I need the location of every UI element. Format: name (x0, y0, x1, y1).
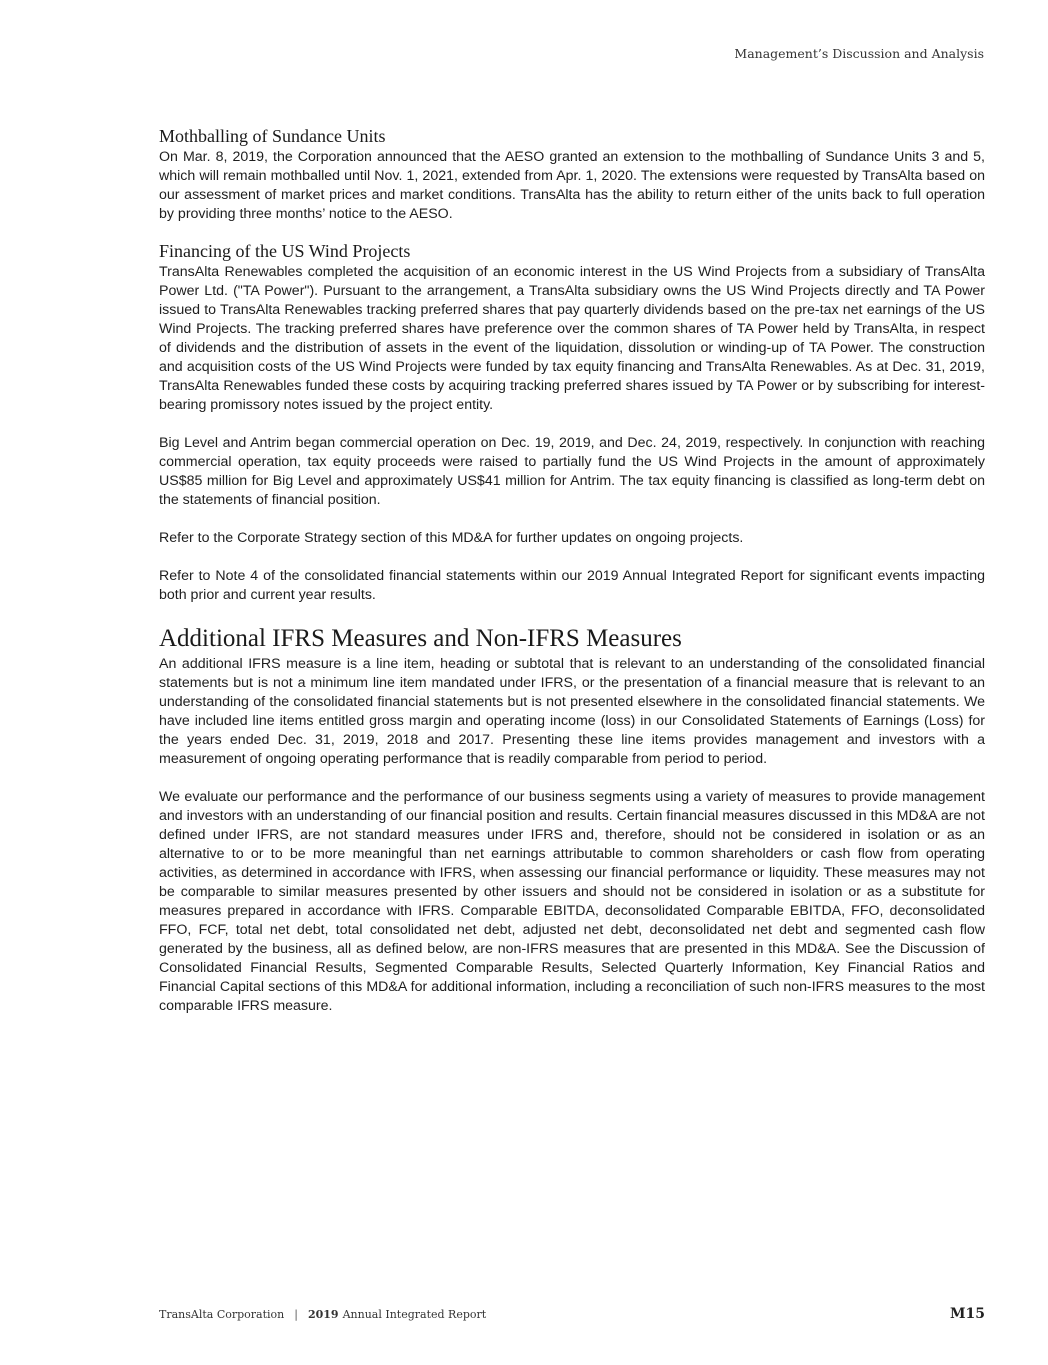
page-content (159, 124, 985, 1035)
paragraph: We evaluate our performance and the performance of our business segments using a variety of measures to provide management and investors with an understanding of our financial position and results. Certain financial measures discussed in this MD&A are not defined under IFRS, are not standard measures under IFRS and, therefore, should not be considered in isolation or as an alternative to or to be more meaningful than net earnings attributable to common shareholders or cash flow from operating activities, as determined in accordance with IFRS, when assessing our financial performance or liquidity. These measures may not be comparable to similar measures presented by other issuers and should not be considered in isolation or as a substitute for measures prepared in accordance with IFRS. Comparable EBITDA, deconsolidated Comparable EBITDA, FFO, deconsolidated FFO, FCF, total net debt, total consolidated net debt, adjusted net debt, deconsolidated net debt and segmented cash flow generated by the business, all as defined below, are non-IFRS measures that are presented in this MD&A. See the Discussion of Consolidated Financial Results, Segmented Comparable Results, Selected Quarterly Information, Key Financial Ratios and Financial Capital sections of this MD&A for additional information, including a reconciliation of such non-IFRS measures to the most comparable IFRS measure. (159, 789, 985, 1014)
footer-year: 2019 (307, 1308, 339, 1321)
running-header: Management’s Discussion and Analysis (734, 46, 984, 61)
section-heading-mothballing: Mothballing of Sundance Units (159, 126, 386, 146)
paragraph: Refer to the Corporate Strategy section of this MD&A for further updates on ongoing projects. (159, 530, 744, 546)
paragraph: Big Level and Antrim began commercial operation on Dec. 19, 2019, and Dec. 24, 2019, respectively. In conjunction with reaching commercial operation, tax equity proceeds were raised to partially fund the US Wind Projects in the amount of approximately US$85 million for Big Level and approximately US$41 million for Antrim. The tax equity financing is classified as long-term debt on the statements of financial position. (159, 435, 985, 508)
page-footer (159, 1306, 985, 1326)
section-heading-financing: Financing of the US Wind Projects (159, 241, 411, 261)
footer-separator: | (294, 1308, 298, 1321)
section-heading-additional-measures: Additional IFRS Measures and Non-IFRS Measures (159, 625, 682, 652)
paragraph: An additional IFRS measure is a line item, heading or subtotal that is relevant to an understanding of the consolidated financial statements but is not a minimum line item mandated under IFRS, or the presentation of a financial measure that is relevant to an understanding of the consolidated financial statements but is not presented elsewhere in the consolidated financial statements. We have included line items entitled gross margin and operating income (loss) in our Consolidated Statements of Earnings (Loss) for the years ended Dec. 31, 2019, 2018 and 2017. Presenting these line items provides management and investors with a measurement of ongoing operating performance that is readily comparable from period to period. (159, 656, 985, 767)
paragraph: TransAlta Renewables completed the acquisition of an economic interest in the US Wind Projects from a subsidiary of TransAlta Power Ltd. ("TA Power"). Pursuant to the arrangement, a TransAlta subsidiary owns the US Wind Projects directly and TA Power issued to TransAlta Renewables tracking preferred shares that pay quarterly dividends based on the pre-tax net earnings of the US Wind Projects. The tracking preferred shares have preference over the common shares of TA Power held by TransAlta, in respect of dividends and the distribution of assets in the event of the liquidation, dissolution or winding-up of TA Power. The construction and acquisition costs of the US Wind Projects were funded by tax equity financing and TransAlta Renewables. As at Dec. 31, 2019, TransAlta Renewables funded these costs by acquiring tracking preferred shares issued by TA Power or by subscribing for interest-bearing promissory notes issued by the project entity. (159, 264, 985, 413)
footer-report-title: Annual Integrated Report (342, 1308, 487, 1321)
paragraph: Refer to Note 4 of the consolidated financial statements within our 2019 Annual Integrated Report for significant events impacting both prior and current year results. (159, 568, 985, 603)
footer-left (159, 1308, 486, 1321)
paragraph: On Mar. 8, 2019, the Corporation announced that the AESO granted an extension to the mothballing of Sundance Units 3 and 5, which will remain mothballed until Nov. 1, 2021, extended from Apr. 1, 2020. The extensions were requested by TransAlta based on our assessment of market prices and market conditions. TransAlta has the ability to return either of the units back to full operation by providing three months’ notice to the AESO. (159, 149, 985, 222)
page-number: M15 (950, 1306, 985, 1322)
footer-company: TransAlta Corporation (159, 1308, 285, 1321)
